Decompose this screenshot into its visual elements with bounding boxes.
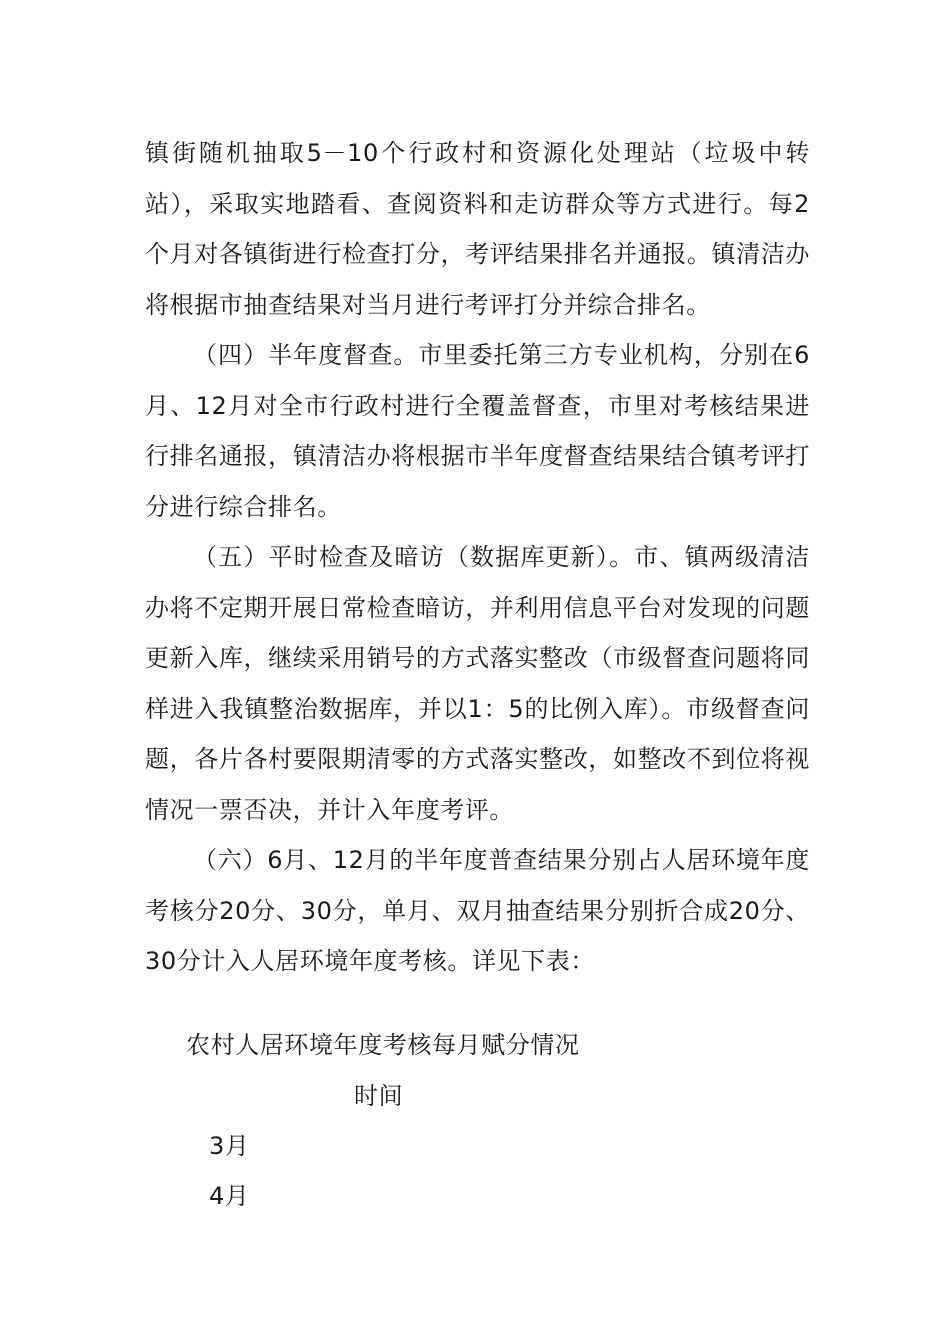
table-row-month: 3月 bbox=[209, 1132, 250, 1160]
paragraph-routine-inspection: （五）平时检查及暗访（数据库更新）。市、镇两级清洁办将不定期开展日常检查暗访，并利用信息平台对发现的问题更新入库，继续采用销号的方式落实整改（市级督查问题将同样进入我镇整治数据库，并以1：5的比例入库）。市级督查问题，各片各村要限期清零的方式落实整改，如整改不到位将视情况一票否决，并计入年度考评。 bbox=[145, 543, 810, 824]
table-header-time: 时间 bbox=[354, 1082, 404, 1110]
table-row-month: 4月 bbox=[209, 1182, 250, 1210]
paragraph-semiannual-inspection: （四）半年度督查。市里委托第三方专业机构，分别在6月、12月对全市行政村进行全覆盖督查，市里对考核结果进行排名通报，镇清洁办将根据市半年度督查结果结合镇考评打分进行综合排名。 bbox=[145, 341, 810, 521]
table-title: 农村人居环境年度考核每月赋分情况 bbox=[186, 1031, 580, 1059]
body-text bbox=[145, 128, 810, 987]
paragraph-scoring: （六）6月、12月的半年度普查结果分别占人居环境年度考核分20分、30分，单月、双月抽查结果分别折合成20分、30分计入人居环境年度考核。详见下表： bbox=[145, 846, 810, 975]
paragraph-continuation: 镇街随机抽取5－10个行政村和资源化处理站（垃圾中转站），采取实地踏看、查阅资料和走访群众等方式进行。每2个月对各镇街进行检查打分，考评结果排名并通报。镇清洁办将根据市抽查结果对当月进行考评打分并综合排名。 bbox=[145, 139, 810, 319]
